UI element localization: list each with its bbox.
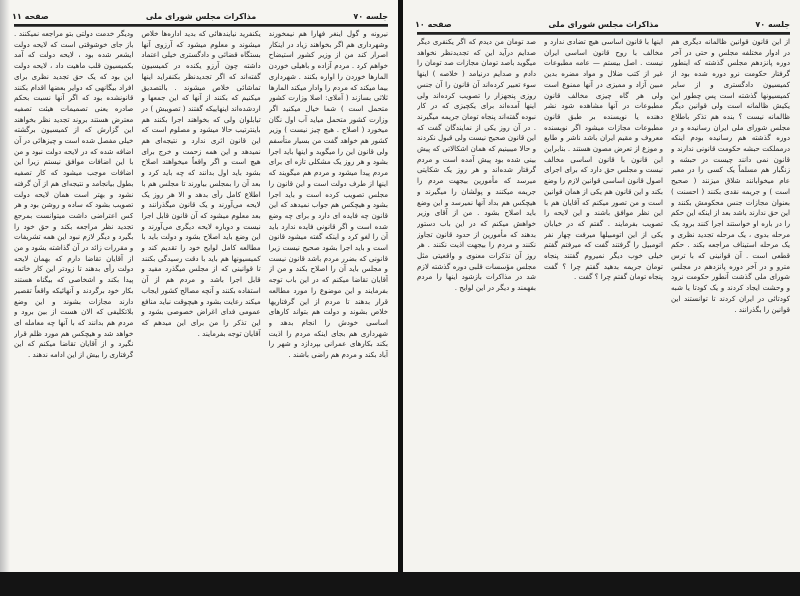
left-column-2 — [141, 29, 260, 566]
right-running-title: مذاکرات مجلس شورای ملی — [548, 19, 659, 29]
right-page — [403, 0, 800, 572]
left-running-title: مذاکرات مجلس شورای ملی — [145, 11, 257, 21]
left-column-3 — [14, 29, 133, 566]
column-text: از این قانون قوانین ظالمانه دیگری هم در ادوار مختلفه مجلس و حتی در آخر دوره پانزدهم مجلس گذشته که اینطور گرفتار حکومت نرو دوره شده بود از کمیسیون دادگستری و از سایر کمیسیونها گذشته است پس چطور این یکیش ظالمانه است ولی قوانین دیگر ظالمانه نیست ؟ بنده هم تذکر باطلاع مجلس شورای ملی ایران رسانیده و در دوره گذشته هم رسانیده بودم اینکه درمملکت حبشه حکومت قانونی ندارند و قانون نمی دانند چیست در حبشه و زنگبار هم مسلماً یک کسی را در معبر عام میخوابانند شلاق میزنند ( صحیح است ) و جریمه نقدی بکنند ( احسنت ) بعنوان مجازات جنس محکومش بکنند و این حق ندارند باشد بعد از اینکه این حکم را در باره او خواستند اجرا کنند برود یک مرحله بدوی ، یک مرحله تجدید نظری و یک مرحله استیناف مراجعه بکند . حکم قطعی است . آن قوانینی که با ترس مترو و در آخر دوره پانزدهم در مجلس شورای ملی گذشت آنطور حکومت نرود و وحشت ایجاد کردند و یک کودتا یا شبه کودتائی در ایران کردند تا توانستند این قوانین را بگذرانند . — [671, 37, 790, 314]
right-page-header — [415, 16, 790, 32]
left-page-header — [12, 8, 388, 24]
right-page-columns — [417, 37, 790, 566]
right-column-3 — [417, 37, 536, 566]
left-page — [0, 0, 398, 572]
column-text: اینها با قانون اساسی هیچ تضادی ندارد و مخالف با روح قانون اساسی ایران نیست . اصل بیستم — عامه مطبوعات غیر از کتب ضلال و مواد مضره بدین مبین آزاد و ممیزی در آنها ممنوع است ولی هر گاه چیزی مخالف قانون مطبوعات در آنها مشاهده شود نشر دهنده یا نویسنده بر طبق قانون مطبوعات مجازات میشود اگر نویسنده معروف و مقیم ایران باشد ناشر و طابع و موزع از تعرض مصون هستند . بنابراین این قانون با قانون اساسی مخالف نیست و مجلس حق دارد که برای اجرای اصول قانون اساسی قوانین لازم را وضع بکند و این قانون هم یکی از همان قوانین است و من تصور میکنم که آقایان هم با این نظر موافق باشند و این لایحه را تصویب بفرمایند . گفتم که در خیابان یکی از این اتومبیلها میرفت چهار نفر اتومبیل را گرفتند گفت که میرفتم گفتم خیلی خوب دیگر نمیروم گفتند پنجاه تومان جریمه بدهید گفتم چرا ؟ گفت پنجاه تومان گفتم چرا ؟ گفت . — [544, 37, 663, 282]
column-text: ودیگر خدمت دولتی بتو مراجعه نمیکنند . باز جای خوشوقتی است که لایحه دولت ایشعر شده بود ، لایحه دولت که آمد بکمیسیون قلب ماهیت داد ، لایحه دولت این بود که یک حق تجدید نظری برای افراد بیگانهی که دوایر بعضها اقدام بکنند قانونشده بود که اگر آنها نسبت بحکم صادره یعنی تصمیمات هیئت تصفیه معترض هستند بروند تجدید نظر بخواهند این گزارش که از کمیسیون برگشته خیلی مفصل شده است و چیزهائی در آن اضافه شده که در لایحه دولت نبود و من با این اضافات موافق نیستم زیرا این اضافات موجب میشود که کار تصفیه بطول بیانجامد و نتیجه‌ای هم از آن گرفته نشود و بهتر است همان لایحه دولت تصویب بشود که ساده و روشن بود و هر کس اعتراضی داشت میتوانست بمرجع تجدید نظر مراجعه بکند و حق خود را بگیرد و دیگر لازم نبود این همه تشریفات و مقررات زائد در آن گذاشته بشود و من از آقایان تقاضا دارم که بهمان لایحه دولت رأی بدهند تا زودتر این کار خاتمه پیدا بکند و اشخاصی که بیگناه هستند بکار خود برگردند و آنهائیکه واقعاً تقصیر دارند مجازات بشوند و این وضع بلاتکلیفی که الان هست از بین برود و مردم هم بدانند که با آنها چه معامله ای خواهد شد و هیچکس هم مورد ظلم قرار نگیرد و از آقایان تقاضا میکنم که این گرفتاری را بیش از این ادامه ندهند . — [14, 29, 134, 360]
left-column-1 — [269, 29, 388, 566]
left-page-number: صفحه ۱۱ — [12, 11, 49, 21]
left-session-label: جلسه ۷۰ — [353, 11, 388, 21]
right-header-rule — [417, 32, 790, 35]
left-page-columns — [14, 29, 388, 566]
left-header-rule — [14, 24, 388, 27]
column-text: نیرونه و گول اینغر فهارا هم نیمخورند وشهرداری هم اگر بخواهند زیاد در اینکار اصرار کند من از وزیر کشور استیضاح خواهم کرد . مردم آزاده و باهیلی خوردن المارها خوردن را اواره بکنند . شهرداری بیما میکند که مردم را وادار میکند المارها ثلاثی بسازند ( آملای: اصلا وزارت کشور متحمل است ) شما خیال میکنید اگر وزارت کشور متحمل میاید آب اول نگان میخورد ( اصلاح . هیچ چیز نیست ) وزیر کشور هم خواهد گفت من بسیار متأسفم ولی قانون این را میگوید و اینها باید اجرا بشود و هر روز یک مشکلی تازه ای برای مردم پیدا میشود و مردم هم میگویند که اینها از طرف دولت است و این قانون را مجلس تصویب کرده است و باید اجرا بشود و هیچکس هم جواب نمیدهد که این قانون چه فایده ای دارد و برای چه وضع شده است و اگر قانونی فایده ندارد باید آن را لغو کرد و اینکه گفته میشود قانون است و باید اجرا بشود صحیح نیست زیرا قانونی که بضرر مردم باشد قانون نیست و مجلس باید آن را اصلاح بکند و من از آقایان تقاضا میکنم که در این باب توجه بفرمایند و این موضوع را مورد مطالعه قرار بدهند تا مردم از این گرفتاریها خلاص بشوند و دولت هم بتواند کارهای اساسی خودش را انجام بدهد و شهرداری هم بجای اینکه مردم را اذیت بکند بکارهای عمرانی بپردازد و شهر را آباد بکند و مردم هم راضی باشند . — [268, 29, 388, 360]
right-page-number: صفحه ۱۰ — [415, 19, 452, 29]
right-session-label: جلسه ۷۰ — [755, 19, 790, 29]
column-text: صد تومان من دیدم که اگر یکنفری دیگر صدایم درآید این که تجدیدنظر نخواهد میگوید باصد تومان مجازات صد تومان را دادم و صدایم درنیامد ( خلاصه ) اینها سوء تعبیر کرده‌اند آن قانون را آن جنس روزی پنجهزار را تصویب کرده‌اند ولی اینها آمده‌اند برای یکچیزی که در کار نبوده گفته‌اند پنجاه تومان جریمه میگیرند . در آن روز یکی از نمایندگان گفت که این قانون صحیح نیست ولی قبول نکردند و حالا میبینیم که همان اشکالاتی که پیش بینی شده بود پیش آمده است و مردم گرفتار شده‌اند و هر روز یک شکایتی میرسد که مأمورین بیجهت مردم را جریمه میکنند و پولشان را میگیرند و هیچکس هم بداد آنها نمیرسد و این وضع باید اصلاح بشود . من از آقای وزیر خواهش میکنم که در این باب دستور بدهند که مأمورین از حدود قانون تجاوز نکنند و مردم را بیجهت اذیت نکنند . هر روز آن تذکرات معنوی و واقعیتی مثل مجلس مؤسسات قلبی دوره گذشته لازم شد در مذاکرات بازشود اینها را مردم بفهمند و دیگر در این لوایح . — [417, 37, 536, 293]
right-column-1 — [671, 37, 790, 566]
scan-background-strip — [0, 572, 800, 596]
right-column-2 — [544, 37, 663, 566]
column-text: یکنفرید نیایندهائی که بدید اداره‌ها خلاص میشوند و معلوم میشود که آرزوی آنها بستگاه قضائی و دادگستری خیلی اعتماد داشته چون آرزو یکنده در کمیسیون گفته‌اند که اگر تجدیدنظر بکنفراید اینها تماشائی خلاص میشوند . بالتصدیق میکنیم که بکنند از آنها که این جمعها و اردشده‌اند اینهاییکه گفتند ( تصویبش ) در تیابلوان ولی که بخواهند اجرا بکنند هم باینترتیب حالا میشود و مصلوم است که این قانون اثری ندارد و نتیجه‌ای هم نمیدهد و این همه زحمت و خرج برای هیچ است و اگر واقعاً میخواهند اصلاح بشود باید اول بدانند که چه باید کرد و بعد آن را بمجلس بیاورند تا مجلس هم با اطلاع کامل رأی بدهد و الا هر روز یک لایحه می‌آورند و یک قانون میگذرانند و بعد معلوم میشود که آن قانون قابل اجرا نیست و دوباره لایحه دیگری می‌آورند و این وضع باید اصلاح بشود و دولت باید با مطالعه کامل لوایح خود را تقدیم کند و کمیسیونها هم باید با دقت رسیدگی بکنند تا قوانینی که از مجلس میگذرد مفید و قابل اجرا باشد و مردم هم از آن استفاده بکنند و آنچه مصالح کشور ایجاب میکند رعایت بشود و هیچوقت نباید منافع عمومی فدای اغراض خصوصی بشود و این تذکر را من برای این میدهم که آقایان توجه بفرمایند . — [141, 29, 261, 338]
